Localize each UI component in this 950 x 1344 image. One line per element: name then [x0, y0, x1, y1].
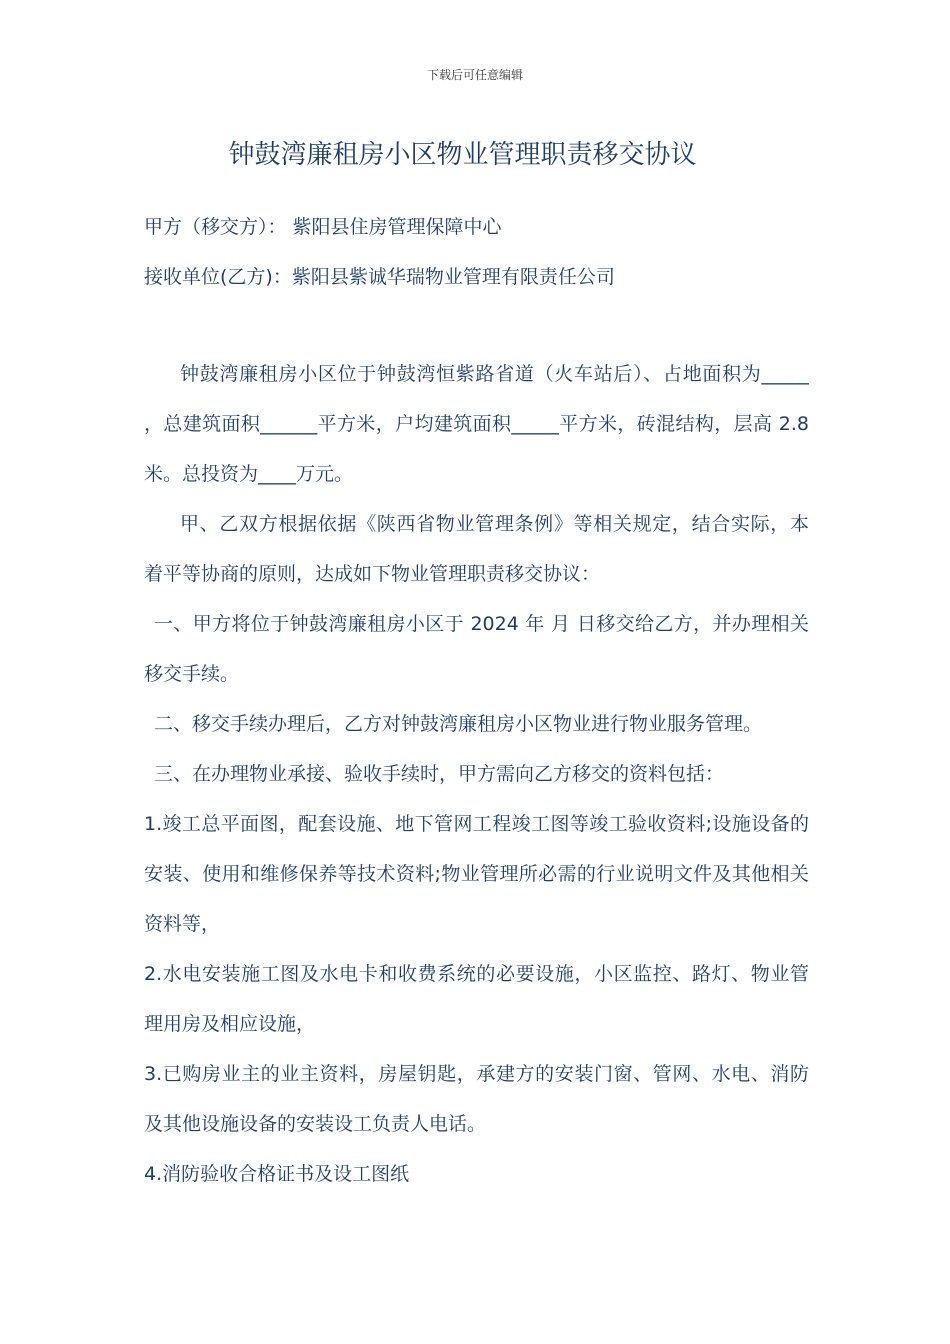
paragraph-line: 米。总投资为____万元。 — [144, 463, 354, 485]
list-item-line: 2.水电安装施工图及水电卡和收费系统的必要设施，小区监控、路灯、物业管 — [144, 963, 809, 985]
document-title: 钟鼓湾廉租房小区物业管理职责移交协议 — [228, 140, 697, 170]
party-a-line: 甲方（移交方）： 紫阳县住房管理保障中心 — [144, 216, 502, 238]
list-item-line: 资料等， — [144, 913, 221, 935]
list-item-line: 4.消防验收合格证书及设工图纸 — [144, 1163, 410, 1185]
list-item-line: 3.已购房业主的业主资料，房屋钥匙，承建方的安装门窗、管网、水电、消防 — [144, 1063, 809, 1085]
paragraph-line: 着平等协商的原则，达成如下物业管理职责移交协议： — [144, 563, 601, 585]
header-note: 下载后可任意编辑 — [426, 68, 523, 82]
clause-one-line: 移交手续。 — [144, 663, 240, 685]
clause-one-line: 一、甲方将位于钟鼓湾廉租房小区于 2024 年 月 日移交给乙方，并办理相关 — [154, 613, 809, 635]
list-item-line: 及其他设施设备的安装设工负责人电话。 — [144, 1113, 487, 1135]
list-item-line: 1.竣工总平面图，配套设施、地下管网工程竣工图等竣工验收资料;设施设备的 — [144, 813, 809, 835]
paragraph-line: 甲、乙双方根据依据《陕西省物业管理条例》等相关规定，结合实际，本 — [180, 513, 809, 535]
clause-three-line: 三、在办理物业承接、验收手续时，甲方需向乙方移交的资料包括： — [154, 763, 725, 785]
party-b-line: 接收单位(乙方)：紫阳县紫诚华瑞物业管理有限责任公司 — [144, 266, 615, 288]
list-item-line: 理用房及相应设施， — [144, 1013, 316, 1035]
paragraph-line: ，总建筑面积______平方米，户均建筑面积_____平方米，砖混结构，层高 2.8 — [144, 413, 809, 435]
list-item-line: 安装、使用和维修保养等技术资料;物业管理所必需的行业说明文件及其他相关 — [144, 863, 809, 885]
clause-two-line: 二、移交手续办理后，乙方对钟鼓湾廉租房小区物业进行物业服务管理。 — [154, 713, 763, 735]
paragraph-line: 钟鼓湾廉租房小区位于钟鼓湾恒紫路省道（火车站后）、占地面积为_____ — [180, 363, 809, 385]
